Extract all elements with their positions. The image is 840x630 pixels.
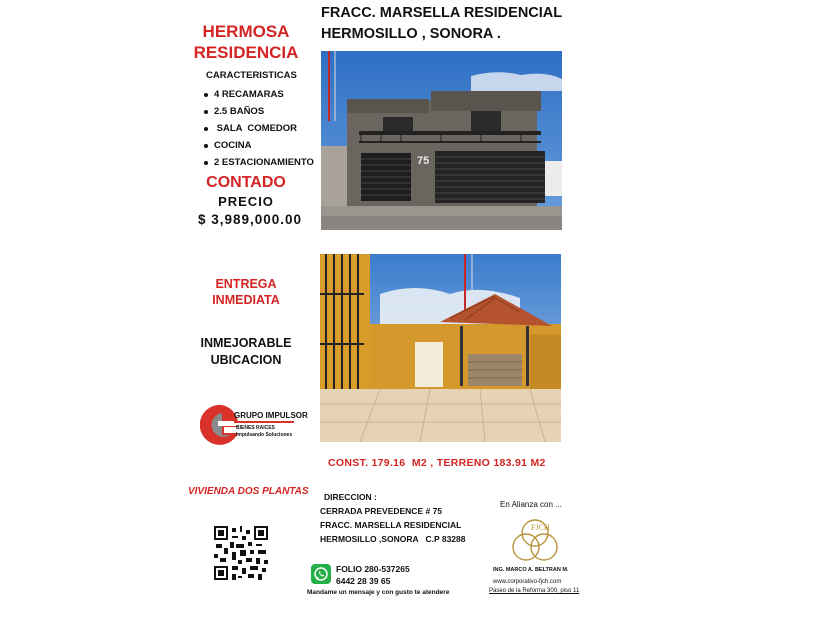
- location-line-2: UBICACION: [210, 353, 282, 367]
- seal-text: FJCH: [531, 523, 550, 532]
- facade-photo: [321, 51, 562, 230]
- feature-item: COCINA: [204, 137, 314, 154]
- patio-photo: [320, 254, 561, 442]
- qr-code-icon[interactable]: [214, 526, 268, 580]
- bullet-icon: [204, 110, 208, 114]
- logo-divider: [234, 421, 294, 423]
- logo-mark-icon: [200, 403, 240, 447]
- features-heading: CARACTERISTICAS: [206, 70, 297, 81]
- house-number: 75: [417, 155, 430, 167]
- price-value: $ 3,989,000.00: [197, 212, 303, 227]
- feature-item: 2 ESTACIONAMIENTO: [204, 154, 314, 171]
- alliance-website[interactable]: www.corporativo-fjch.com: [493, 579, 562, 585]
- address-line-2: FRACC. MARSELLA RESIDENCIAL: [320, 520, 462, 530]
- alliance-address: Paseo de la Reforma 300, piso 11: [489, 588, 580, 594]
- folio-number: FOLIO 280-537265: [336, 564, 410, 574]
- alliance-name: ING. MARCO A. BELTRAN M.: [493, 567, 569, 573]
- address-label: DIRECCION :: [324, 492, 377, 502]
- logo-sub-1: BIENES RAICES: [236, 425, 275, 431]
- address-line-3: HERMOSILLO ,SONORA C.P 83288: [320, 534, 466, 544]
- house-type: VIVIENDA DOS PLANTAS: [188, 486, 309, 497]
- bullet-icon: [204, 161, 208, 165]
- alliance-heading: En Alianza con ...: [500, 500, 562, 509]
- header-line-1: FRACC. MARSELLA RESIDENCIAL: [321, 5, 563, 21]
- logo-sub-2: Impulsando Soluciones: [236, 432, 293, 438]
- title-line-1: HERMOSA: [202, 22, 290, 41]
- header-line-2: HERMOSILLO , SONORA .: [321, 26, 501, 42]
- bullet-icon: [204, 127, 208, 131]
- grupo-impulsor-logo: [200, 403, 308, 449]
- delivery-line-1: ENTREGA: [215, 277, 277, 291]
- price-label: PRECIO: [218, 194, 274, 209]
- title-line-2: RESIDENCIA: [193, 43, 299, 62]
- delivery-line-2: INMEDIATA: [212, 293, 280, 307]
- feature-item: 2.5 BAÑOS: [204, 103, 314, 120]
- feature-item: SALA COMEDOR: [204, 120, 314, 137]
- seal-letters: [510, 516, 560, 566]
- bullet-icon: [204, 93, 208, 97]
- whatsapp-icon[interactable]: [311, 564, 331, 584]
- address-line-1: CERRADA PREVEDENCE # 75: [320, 506, 443, 516]
- contact-message: Mandame un mensaje y con gusto te atendere: [307, 589, 450, 596]
- payment-type: CONTADO: [206, 174, 286, 191]
- bullet-icon: [204, 144, 208, 148]
- location-line-1: INMEJORABLE: [200, 336, 292, 350]
- feature-item: 4 RECAMARAS: [204, 86, 314, 103]
- phone-number[interactable]: 6442 28 39 65: [336, 576, 391, 586]
- area-specs: CONST. 179.16 M2 , TERRENO 183.91 M2: [328, 457, 546, 469]
- logo-name: GRUPO IMPULSOR: [234, 411, 308, 420]
- features-list: [204, 86, 314, 171]
